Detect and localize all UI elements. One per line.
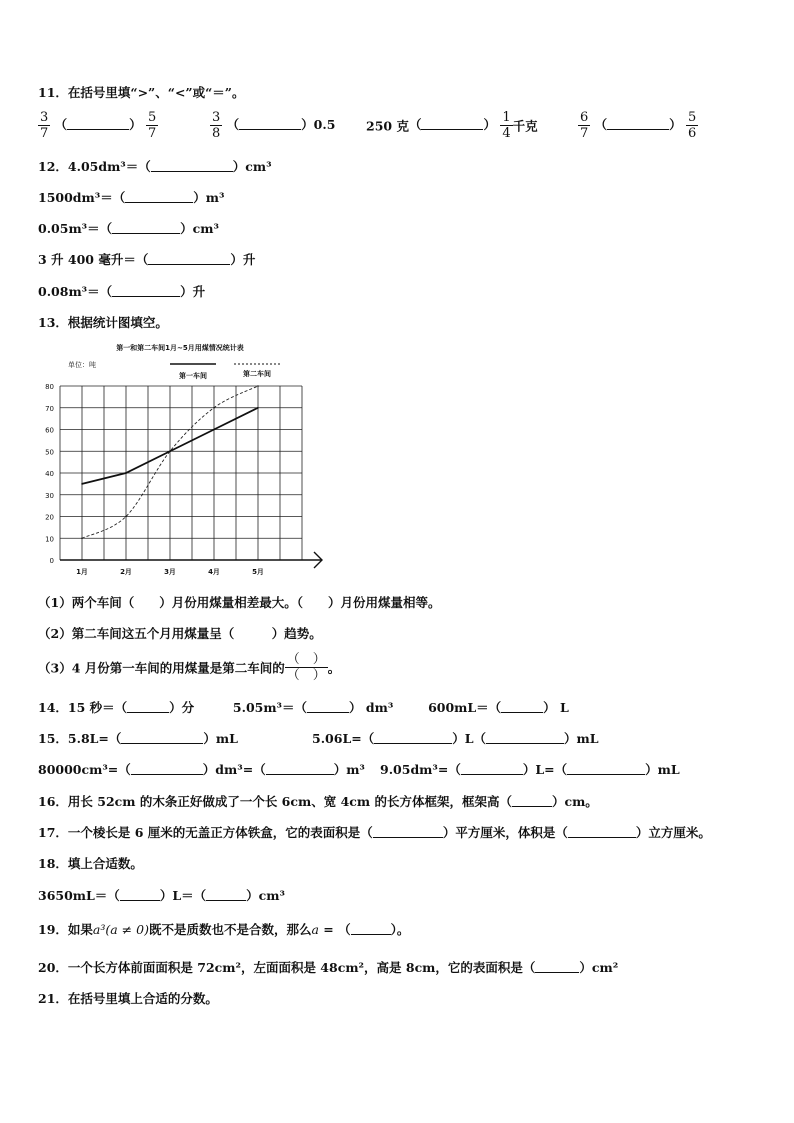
chart-title: 第一和第二车间1月~5月用煤情况统计表	[116, 344, 244, 352]
q11-item2-left-fraction: $\frac{3}{8}$	[212, 110, 221, 141]
q11-item-2: $\frac{3}{8}$ （ ）0.5	[212, 110, 336, 141]
series-2-point	[125, 516, 127, 518]
legend-label-series-2: 第二车间	[243, 370, 271, 378]
q15-line-1b: 5.06L=（ ）L（ ）mL	[312, 731, 599, 746]
q19-expression: a³(a ≠ 0)	[92, 922, 149, 937]
q12-blank-4[interactable]	[148, 252, 230, 265]
series-2-point	[213, 407, 215, 409]
chart-x-tick-label: 1月	[76, 568, 88, 576]
q13-sub1: （1）两个车间（ ）月份用煤量相差最大。（ ）月份用煤量相等。	[38, 595, 441, 610]
q21-title: 21．在括号里填上合适的分数。	[38, 991, 218, 1006]
series-2-point	[257, 385, 259, 387]
q16-line: 16．用长 52cm 的木条正好做成了一个长 6cm、宽 4cm 的长方体框架，框架高（ ）cm。	[38, 794, 598, 809]
q13-sub2: （2）第二车间这五个月用煤量呈（ ）趋势。	[38, 626, 322, 641]
q15-blank-5[interactable]	[266, 762, 334, 775]
q12-line-3: 0.05m³＝（ ）cm³	[38, 221, 219, 236]
q15-blank-7[interactable]	[567, 762, 645, 775]
q18-title: 18．填上合适数。	[38, 856, 143, 871]
q11-item-4: $\frac{6}{7}$ （ ） $\frac{5}{6}$	[580, 110, 697, 141]
q15-line-2a: 80000cm³=（ ）dm³=（ ）m³	[38, 762, 365, 777]
q12-blank-1[interactable]	[151, 159, 233, 172]
chart-x-tick-label: 2月	[120, 568, 132, 576]
q12-blank-5[interactable]	[112, 284, 180, 297]
chart-y-tick-label: 30	[45, 491, 54, 500]
q16-blank[interactable]	[512, 794, 552, 807]
q11-item2-blank[interactable]	[239, 117, 301, 130]
q17-blank-1[interactable]	[373, 825, 443, 838]
series-1-point	[257, 407, 259, 409]
chart-y-tick-label: 50	[45, 448, 54, 457]
chart-unit-label: 单位：吨	[68, 361, 96, 369]
q13-title: 13．根据统计图填空。	[38, 315, 168, 330]
chart-y-tick-label: 0	[49, 557, 54, 565]
q15-blank-4[interactable]	[131, 762, 203, 775]
coal-usage-line-chart	[30, 338, 330, 578]
q14-blank-1[interactable]	[127, 700, 169, 713]
q11-title: 11．在括号里填“>”、“<”或“＝”。	[38, 85, 245, 100]
q19-blank[interactable]	[351, 922, 391, 935]
chart-y-tick-label: 60	[45, 426, 54, 435]
q20-line: 20．一个长方体前面面积是 72cm²，左面面积是 48cm²，高是 8cm，它的表面积是（ ）cm²	[38, 960, 619, 975]
q13-sub3-fraction[interactable]: $\frac{( )}{( )}$	[286, 652, 326, 683]
chart-x-tick-label: 5月	[252, 568, 264, 576]
q18-line: 3650mL＝（ ）L＝（ ）cm³	[38, 888, 285, 903]
q11-item3-blank[interactable]	[421, 117, 483, 130]
legend-label-series-1: 第一车间	[179, 372, 207, 380]
q15-line-1a: 15．5.8L=（ ）mL	[38, 731, 238, 746]
chart-y-tick-label: 70	[45, 404, 54, 413]
series-1-point	[213, 429, 215, 431]
chart-x-tick-label: 4月	[208, 568, 220, 576]
q12-line-1: 12．4.05dm³＝（ ）cm³	[38, 159, 272, 174]
chart-y-tick-label: 80	[45, 383, 54, 391]
q12-blank-2[interactable]	[125, 190, 193, 203]
q14-blank-2[interactable]	[307, 700, 349, 713]
q14-line: 14．15 秒＝（ ）分 5.05m³＝（ ） dm³ 600mL＝（ ） L	[38, 700, 569, 715]
q11-item4-left-fraction: $\frac{6}{7}$	[580, 110, 589, 141]
q15-line-2b: 9.05dm³=（ ）L=（ ）mL	[380, 762, 680, 777]
series-2-point	[169, 450, 171, 452]
q14-blank-3[interactable]	[501, 700, 543, 713]
q11-item3-right-fraction: $\frac{1}{4}$	[502, 110, 511, 141]
series-1-point	[125, 472, 127, 474]
q12-blank-3[interactable]	[112, 221, 180, 234]
chart-y-tick-label: 10	[45, 535, 54, 544]
q11-item4-right-fraction: $\frac{5}{6}$	[688, 110, 697, 141]
q12-line-5: 0.08m³＝（ ）升	[38, 284, 206, 299]
q15-blank-1[interactable]	[121, 731, 203, 744]
q11-item1-left-fraction: $\frac{3}{7}$	[40, 110, 49, 141]
q17-line: 17．一个棱长是 6 厘米的无盖正方体铁盒，它的表面积是（ ）平方厘米，体积是（ ）立方厘米。	[38, 825, 711, 840]
q15-blank-2[interactable]	[374, 731, 452, 744]
series-1-point	[81, 483, 83, 485]
q13-sub3: （3）4 月份第一车间的用煤量是第二车间的 $\frac{( )}{( )}$ 。	[38, 652, 341, 683]
series-2-point	[81, 537, 83, 539]
q18-blank-1[interactable]	[120, 888, 160, 901]
q11-item1-right-fraction: $\frac{5}{7}$	[148, 110, 157, 141]
q15-blank-3[interactable]	[486, 731, 564, 744]
q15-blank-6[interactable]	[461, 762, 523, 775]
q19-line: 19．如果a³(a ≠ 0)既不是质数也不是合数，那么a = （ ）。	[38, 922, 410, 937]
q12-line-2: 1500dm³＝（ ）m³	[38, 190, 225, 205]
q17-blank-2[interactable]	[568, 825, 636, 838]
q11-item-3: 250 克（ ） $\frac{1}{4}$ 千克	[366, 110, 538, 141]
q18-blank-2[interactable]	[206, 888, 246, 901]
q11-item4-blank[interactable]	[607, 117, 669, 130]
chart-y-tick-label: 40	[45, 470, 54, 478]
q11-item-1: $\frac{3}{7}$ （ ） $\frac{5}{7}$	[40, 110, 157, 141]
q12-line-4: 3 升 400 毫升＝（ ）升	[38, 252, 256, 267]
chart-y-tick-label: 20	[45, 513, 54, 522]
q20-blank[interactable]	[535, 960, 579, 973]
q11-item1-blank[interactable]	[67, 117, 129, 130]
chart-x-tick-label: 3月	[164, 568, 176, 576]
